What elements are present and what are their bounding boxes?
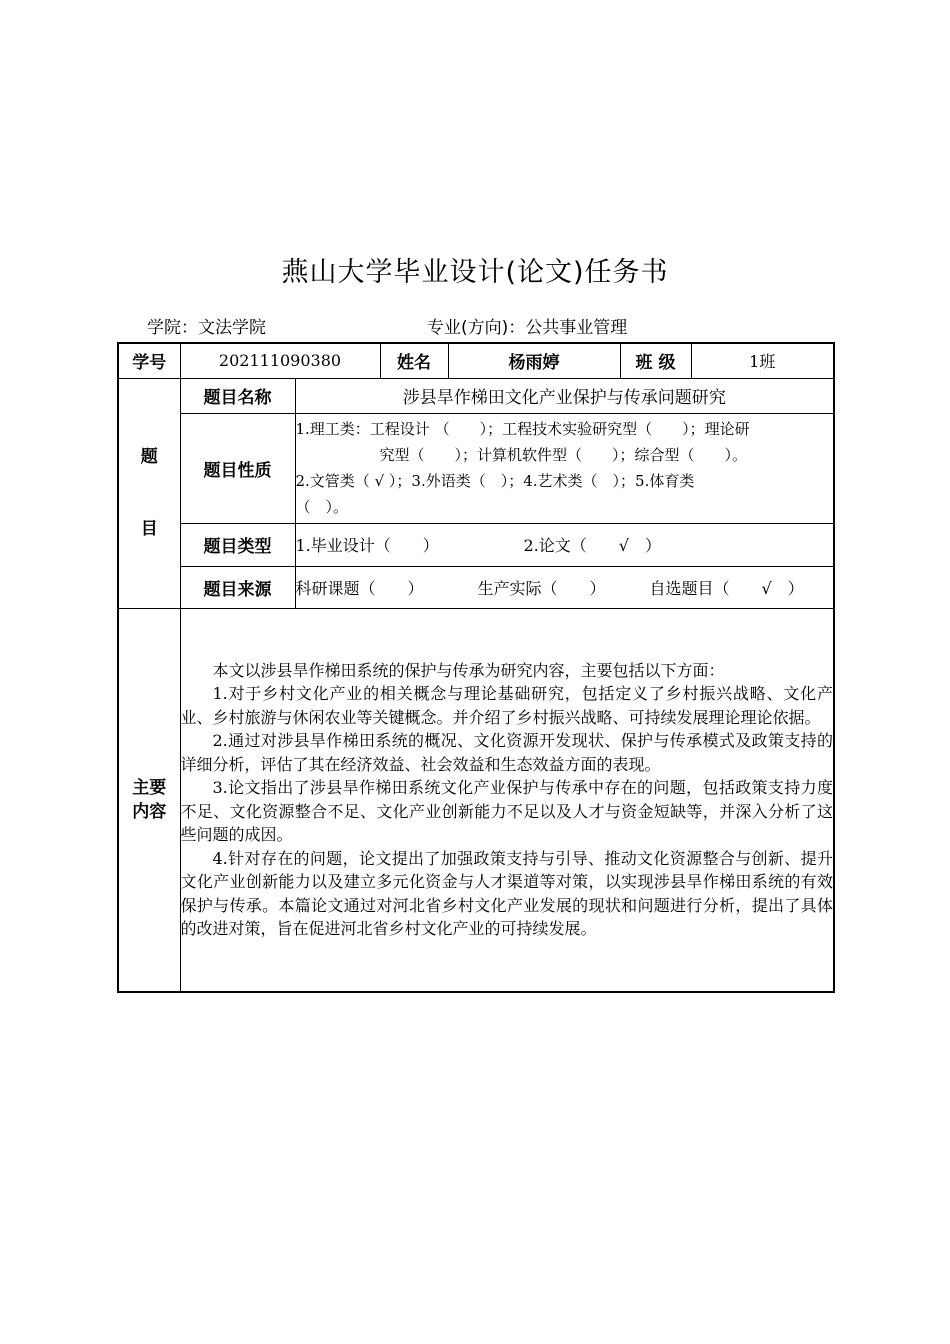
content-paragraph-intro: 本文以涉县旱作梯田系统的保护与传承为研究内容，主要包括以下方面： xyxy=(212,660,725,680)
nature-line-3: 2.文管类（ √ ）；3.外语类（ ）；4.艺术类（ ）；5.体育类 xyxy=(295,472,695,490)
topic-type-row xyxy=(118,523,834,566)
topic-nature-row xyxy=(118,413,834,523)
topic-name-label: 题目名称 xyxy=(180,378,295,413)
topic-source-label: 题目来源 xyxy=(180,566,295,608)
source-option-research: 科研课题（ ） xyxy=(295,578,424,598)
student-name-value: 杨雨婷 xyxy=(448,343,620,378)
type-option-thesis: 2.论文（ √ ） xyxy=(523,536,661,555)
main-content-label-1: 主要 xyxy=(132,777,167,798)
topic-source-value xyxy=(295,566,834,608)
student-info-row xyxy=(118,343,834,378)
topic-name-row xyxy=(118,378,834,413)
task-form-table xyxy=(117,342,835,993)
main-content-text xyxy=(180,608,834,992)
main-content-row xyxy=(118,608,834,992)
topic-name-value: 涉县旱作梯田文化产业保护与传承问题研究 xyxy=(295,378,834,413)
college-field: 学院：文法学院 xyxy=(147,318,266,338)
content-paragraph-4: 4.针对存在的问题，论文提出了加强政策支持与引导、推动文化资源整合与创新、提升文化产业创新能力以及建立多元化资金与人才渠道等对策，以实现涉县旱作梯田系统的有效保护与传承。本篇论文通过对河北省乡村文化产业发展的现状和问题进行分析，提出了具体的改进对策，旨在促进河北省乡村文化产业的可持续发展。 xyxy=(180,848,833,939)
student-name-label: 姓名 xyxy=(380,343,448,378)
content-paragraph-3: 3.论文指出了涉县旱作梯田系统文化产业保护与传承中存在的问题，包括政策支持力度不足、文化资源整合不足、文化产业创新能力不足以及人才与资金短缺等，并深入分析了这些问题的成因。 xyxy=(180,778,833,845)
class-label: 班 级 xyxy=(620,343,691,378)
topic-section-label xyxy=(118,378,180,608)
student-id-label: 学号 xyxy=(118,343,180,378)
topic-type-label: 题目类型 xyxy=(180,523,295,566)
major-field: 专业(方向)：公共事业管理 xyxy=(427,318,628,338)
nature-line-1: 1.理工类：工程设计 （ ）；工程技术实验研究型（ ）；理论研 xyxy=(295,420,750,438)
nature-line-2: 究型（ ）；计算机软件型（ ）；综合型（ ）。 xyxy=(379,446,748,464)
source-option-self: 自选题目（ √ ） xyxy=(649,578,804,598)
topic-section-label-1: 题 xyxy=(140,447,158,467)
topic-nature-label: 题目性质 xyxy=(180,413,295,523)
topic-type-value xyxy=(295,523,834,566)
main-content-label-2: 内容 xyxy=(132,801,167,822)
main-content-label xyxy=(118,608,180,992)
class-value: 1班 xyxy=(691,343,834,378)
type-option-design: 1.毕业设计（ ） xyxy=(295,536,439,555)
student-id-value: 202111090380 xyxy=(180,343,380,378)
page-title: 燕山大学毕业设计(论文)任务书 xyxy=(281,257,669,288)
topic-section-label-2: 目 xyxy=(140,519,158,539)
topic-nature-value xyxy=(295,413,834,523)
content-paragraph-2: 2.通过对涉县旱作梯田系统的概况、文化资源开发现状、保护与传承模式及政策支持的详细分析，评估了其在经济效益、社会效益和生态效益方面的表现。 xyxy=(180,731,833,774)
source-option-production: 生产实际（ ） xyxy=(477,578,606,598)
content-paragraph-1: 1.对于乡村文化产业的相关概念与理论基础研究，包括定义了乡村振兴战略、文化产业、乡村旅游与休闲农业等关键概念。并介绍了乡村振兴战略、可持续发展理论理论依据。 xyxy=(180,684,833,727)
nature-line-4: （ ）。 xyxy=(295,498,349,516)
topic-source-row xyxy=(118,566,834,608)
